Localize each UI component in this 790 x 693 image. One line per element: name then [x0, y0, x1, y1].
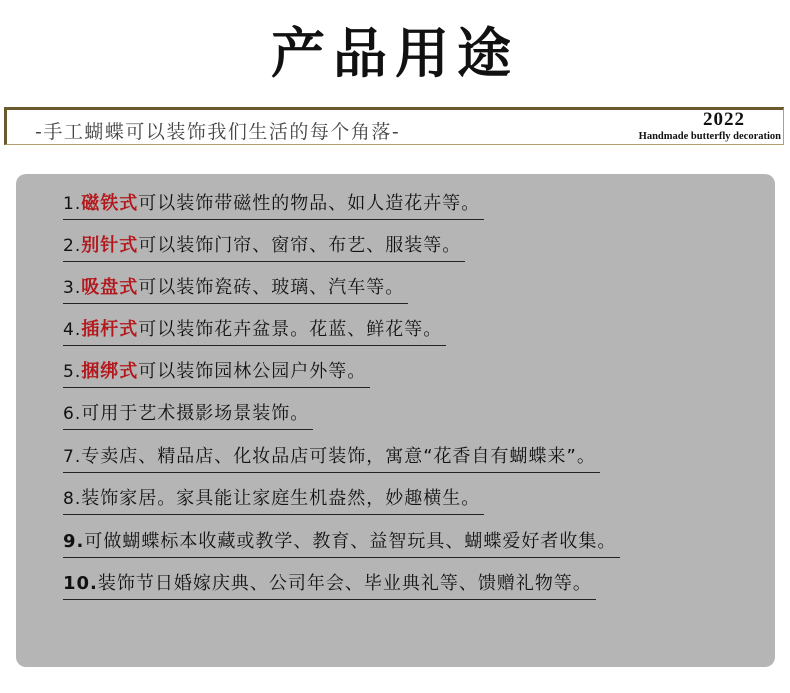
item-text: 可以装饰园林公园户外等。	[138, 361, 367, 382]
item-keyword: 插杆式	[81, 319, 139, 340]
list-item	[63, 359, 370, 388]
item-text: 可以装饰花卉盆景。花蓝、鲜花等。	[138, 319, 443, 340]
item-text: 装饰家居。家具能让家庭生机盎然，妙趣横生。	[81, 488, 481, 509]
item-number: 1.	[63, 194, 82, 214]
item-number: 4.	[63, 320, 82, 340]
banner-subtitle: Handmade butterfly decoration	[638, 131, 781, 142]
item-text: 可做蝴蝶标本收藏或教学、教育、益智玩具、蝴蝶爱好者收集。	[84, 531, 617, 552]
item-text: 装饰节日婚嫁庆典、公司年会、毕业典礼等、馈赠礼物等。	[97, 573, 592, 594]
item-number: 5.	[63, 362, 82, 382]
item-keyword: 磁铁式	[81, 193, 139, 214]
list-item	[63, 275, 408, 304]
list-item	[63, 444, 600, 473]
usage-panel	[16, 174, 775, 667]
list-item	[63, 317, 446, 346]
list-item	[63, 233, 465, 262]
list-item	[63, 529, 620, 558]
item-text: 可以装饰门帘、窗帘、布艺、服装等。	[138, 235, 462, 256]
item-text: 可用于艺术摄影场景装饰。	[81, 403, 310, 424]
banner-year: 2022	[703, 109, 745, 130]
item-number: 8.	[63, 489, 82, 509]
item-text: 专卖店、精品店、化妆品店可装饰，寓意“花香自有蝴蝶来”。	[81, 446, 596, 467]
item-keyword: 吸盘式	[81, 277, 139, 298]
item-keyword: 别针式	[81, 235, 139, 256]
banner-text: -手工蝴蝶可以装饰我们生活的每个角落-	[35, 121, 401, 143]
page-title: 产品用途	[271, 22, 519, 85]
item-number: 10.	[63, 573, 98, 594]
item-number: 7.	[63, 447, 82, 467]
item-text: 可以装饰带磁性的物品、如人造花卉等。	[138, 193, 481, 214]
list-item	[63, 191, 484, 220]
item-text: 可以装饰瓷砖、玻璃、汽车等。	[138, 277, 405, 298]
item-number: 2.	[63, 236, 82, 256]
item-number: 3.	[63, 278, 82, 298]
item-number: 9.	[63, 531, 85, 552]
subtitle-banner	[4, 107, 784, 145]
list-item	[63, 486, 484, 515]
list-item	[63, 571, 596, 600]
item-keyword: 捆绑式	[81, 361, 139, 382]
item-number: 6.	[63, 404, 82, 424]
list-item	[63, 401, 313, 430]
